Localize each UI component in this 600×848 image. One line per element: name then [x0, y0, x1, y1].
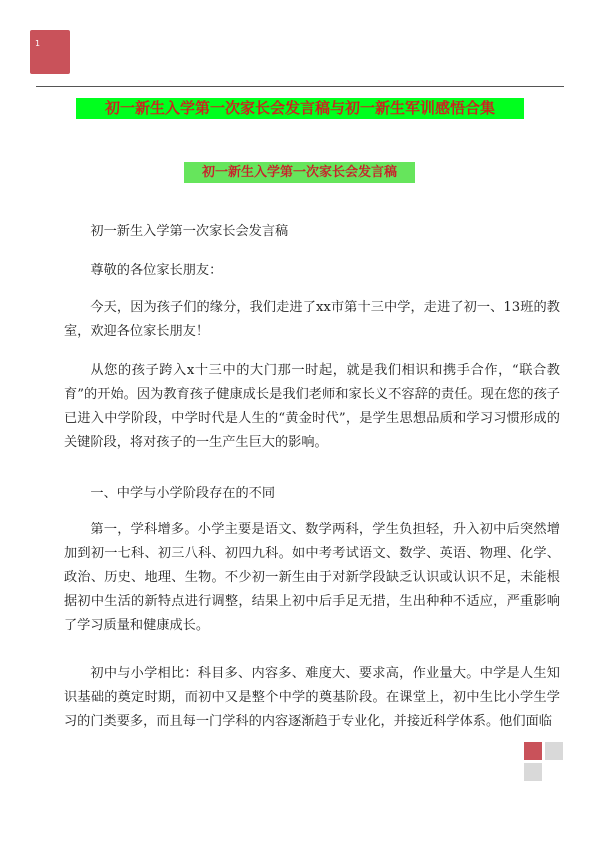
section-title: 初一新生入学第一次家长会发言稿 — [184, 162, 415, 183]
document-title: 初一新生入学第一次家长会发言稿与初一新生军训感悟合集 — [76, 98, 524, 119]
corner-decoration-red — [524, 742, 542, 760]
paragraph-welcome: 今天，因为孩子们的缘分，我们走进了xx市第十三中学，走进了初一、13班的教室，欢迎各位家长朋友！ — [64, 300, 560, 339]
paragraph-heading: 初一新生入学第一次家长会发言稿 — [90, 224, 289, 239]
paragraph-comparison: 初中与小学相比：科目多、内容多、难度大、要求高，作业量大。中学是人生知识基础的奠定时期，而初中又是整个中学的奠基阶段。在课堂上，初中生比小学生学习的门类要多，而且每一门学科的内容逐渐趋于专业化，并接近科学体系。他们面临 — [64, 666, 560, 729]
page-number: 1 — [35, 39, 41, 48]
corner-decoration-gray-lower — [524, 763, 542, 781]
paragraph-section-one: 一、中学与小学阶段存在的不同 — [90, 486, 276, 501]
header-rule — [36, 86, 564, 87]
paragraph-greeting: 尊敬的各位家长朋友： — [90, 263, 223, 278]
paragraph-point-one: 第一，学科增多。小学主要是语文、数学两科，学生负担轻，升入初中后突然增加到初一七科、初三八科、初四九科。如中考考试语文、数学、英语、物理、化学、政治、历史、地理、生物。不少初一新生由于对新学段缺乏认识或认识不足，未能根据初中生活的新特点进行调整，结果上初中后手足无措，生出种种不适应，严重影响了学习质量和健康成长。 — [64, 522, 560, 633]
corner-decoration-gray — [545, 742, 563, 760]
paragraph-intro: 从您的孩子跨入x十三中的大门那一时起，就是我们相识和携手合作，“联合教育”的开始。因为教育孩子健康成长是我们老师和家长义不容辞的责任。现在您的孩子已进入中学阶段，中学时代是人生的“黄金时代”，是学生思想品质和学习习惯形成的关键阶段，将对孩子的一生产生巨大的影响。 — [64, 363, 560, 450]
page-number-badge — [30, 30, 70, 74]
